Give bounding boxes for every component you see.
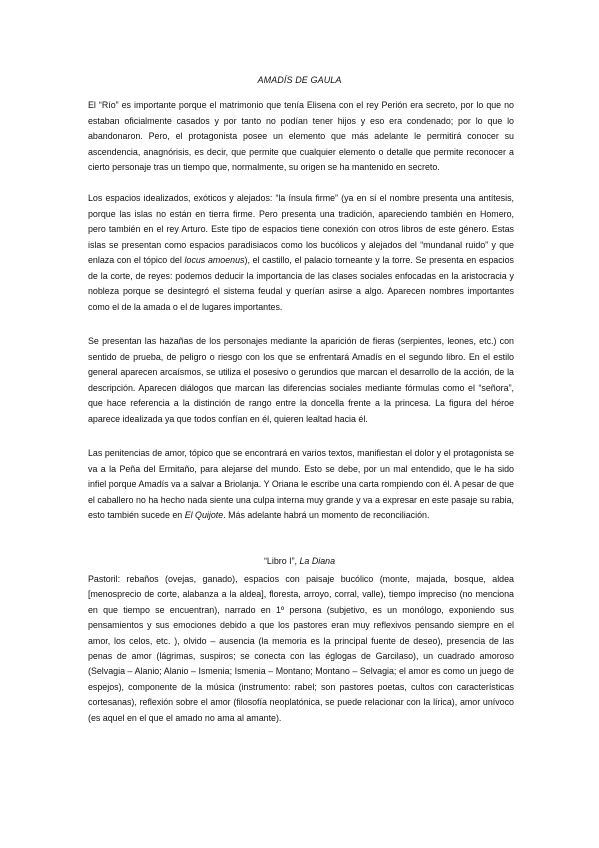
paragraph-penitencias-text-2: . Más adelante habrá un momento de reconciliación. <box>223 510 430 520</box>
paragraph-espacios <box>88 191 514 315</box>
paragraph-rio: El “Río” es importante porque el matrimonio que tenía Elisena con el rey Perión era secreto, por lo que no estaban oficialmente casados y por tanto no podían tener hijos y eso era condenado; por lo que lo abandonaron. Pero, el protagonista posee un elemento que más adelante le permitirá conocer su ascendencia, anagnórisis, es decir, que permite que cualquier elemento o detalle que permite reconocer a cierto personaje tras un tiempo que, normalmente, su origen se ha mantenido en secreto. <box>88 100 514 172</box>
paragraph-hazanas: Se presentan las hazañas de los personajes mediante la aparición de fieras (serpientes, leones, etc.) con sentido de prueba, de peligro o riesgo con los que se enfrentará Amadís en el segundo libro. En el estilo general aparecen arcaísmos, se utiliza el posesivo o gerundios que marcan el desarrollo de la acción, de la descripción. Aparecen diálogos que marcan las diferencias sociales mediante fórmulas como el “señora”, que hace referencia a la distinción de rango entre la doncella frente a la princesa. La figura del héroe aparece idealizada ya que todos confían en él, quieren lealtad hacia él. <box>88 336 514 424</box>
paragraph-penitencias-text-1: Las penitencias de amor, tópico que se encontrará en varios textos, manifiestan el dolor y el protagonista se va a la Peña del Ermitaño, para alejarse del mundo. Esto se debe, por un mal entendido, que le ha sido infiel porque Amadís va a salvar a Briolanja. Y Oriana le escribe una carta rompiendo con él. A pesar de que el caballero no ha hecho nada siente una culpa interna muy grande y va a expresar en este pasaje su rabia, esto también sucede en <box>88 448 514 520</box>
paragraph-penitencias-italic: El Quijote <box>184 510 224 520</box>
section-title <box>0 556 599 566</box>
section-title-plain: “Libro I”, <box>263 556 300 566</box>
section-title-italic: La Diana <box>299 556 336 566</box>
paragraph-pastoril: Pastoril: rebaños (ovejas, ganado), espacios con paisaje bucólico (monte, majada, bosque, aldea [menosprecio de corte, alabanza a la aldea], floresta, arroyo, corral, valle), tiempo impreciso (no menciona en que tiempo se encuentran), narrado en 1º persona (subjetivo, es un monólogo, exponiendo sus pensamientos y sus emociones debido a que los pastores eran muy reflexivos pensando siempre en el amor, los celos, etc. ), olvido – ausencia (la memoria es la principal fuente de deseo), presencia de las penas de amor (lágrimas, suspiros; se conecta con las églogas de Garcilaso), un cuadrado amoroso (Selvagia – Alanio; Alanio – Ismenia; Ismenia – Montano; Montano – Selvagia; el amor es como un juego de espejos), componente de la música (instrumento: rabel; son pastores poetas, cultos con características cortesanas), reflexión sobre el amor (filosofía neoplatónica, se puede relacionar con la lírica), amor unívoco (es aquel en el que el amado no ama al amante). <box>88 574 514 723</box>
document-title: AMADÍS DE GAULA <box>257 75 342 85</box>
paragraph-espacios-text-2: ), el castillo, el palacio torneante y la torre. Se presenta en espacios de la corte, de reyes: podemos deducir la importancia de las clases sociales enfocadas en la aristocracia y nobleza porque se desintegró el sistema feudal y querían asirse a algo. Aparecen nombres importantes como el de la amada o el de lugares importantes. <box>88 255 514 312</box>
paragraph-espacios-italic: locus amoenus <box>184 255 245 265</box>
paragraph-espacios-text-1: Los espacios idealizados, exóticos y alejados: “la ínsula firme” (ya en sí el nombre presenta una antítesis, porque las islas no están en tierra firme. Pero presenta una tradición, apareciendo también en Homero, pero también en el rey Arturo. Este tipo de espacios tiene conexión con otros libros de este género. Estas islas se presentan como espacios paradisiacos como los bucólicos y alejados del “mundanal ruido” y que enlaza con el tópico del <box>88 193 514 265</box>
paragraph-penitencias <box>88 446 514 524</box>
